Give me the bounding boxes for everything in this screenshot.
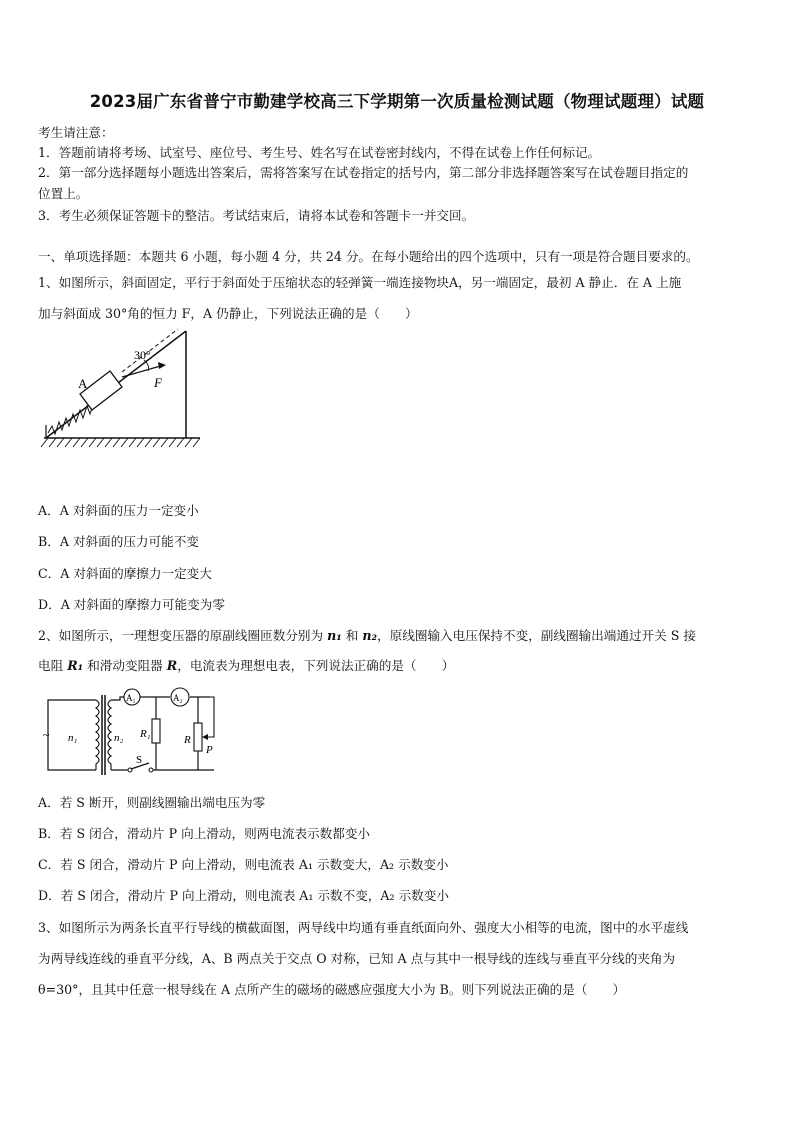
q1-option-d: D．A 对斜面的摩擦力可能变为零 bbox=[38, 597, 225, 612]
r1-symbol: R₁ bbox=[67, 658, 84, 673]
n2-label: n₂ bbox=[114, 732, 124, 744]
page-title: 2023届广东省普宁市勤建学校高三下学期第一次质量检测试题（物理试题理）试题 bbox=[89, 92, 705, 111]
q1-option-c: C．A 对斜面的摩擦力一定变大 bbox=[38, 566, 212, 581]
q2-option-c: C．若 S 闭合，滑动片 P 向上滑动，则电流表 A₁ 示数变大，A₂ 示数变小 bbox=[38, 857, 449, 872]
q2-option-d: D．若 S 闭合，滑动片 P 向上滑动，则电流表 A₁ 示数不变，A₂ 示数变小 bbox=[38, 888, 449, 903]
section-heading: 一、单项选择题：本题共 6 小题，每小题 4 分，共 24 分。在每小题给出的四个选项中，只有一项是符合题目要求的。 bbox=[38, 249, 699, 264]
ac-source-label: ~ bbox=[43, 728, 50, 742]
block-label: A bbox=[78, 376, 88, 391]
q2-option-b: B．若 S 闭合，滑动片 P 向上滑动，则两电流表示数都变小 bbox=[38, 826, 371, 841]
angle-label: 30° bbox=[134, 348, 151, 362]
r-label: R bbox=[184, 734, 191, 746]
q2-option-a: A．若 S 断开，则副线圈输出端电压为零 bbox=[38, 795, 266, 810]
q3-stem-line3: θ=30°，且其中任意一根导线在 A 点所产生的磁场的磁感应强度大小为 B。则下列说法正确的是（ ） bbox=[38, 982, 626, 997]
ammeter-a2-label: A₂ bbox=[173, 693, 183, 703]
n2-symbol: n₂ bbox=[362, 628, 378, 643]
q2-stem-line2 bbox=[38, 655, 454, 674]
notice-item-2-cont: 位置上。 bbox=[38, 186, 89, 201]
switch-s-label: S bbox=[136, 754, 143, 766]
q2-stem-part4: 电阻 bbox=[38, 658, 68, 673]
q1-stem-line1: 1、如图所示，斜面固定，平行于斜面处于压缩状态的轻弹簧一端连接物块A，另一端固定，最初 A 静止．在 A 上施 bbox=[38, 275, 682, 290]
q3-stem-line1: 3、如图所示为两条长直平行导线的横截面图，两导线中均通有垂直纸面向外、强度大小相等的电流，图中的水平虚线 bbox=[38, 920, 689, 935]
q2-stem-part3: ，原线圈输入电压保持不变，副线圈输出端通过开关 S 接 bbox=[377, 628, 696, 643]
q3-stem-line2: 为两导线连线的垂直平分线，A、B 两点关于交点 O 对称，已知 A 点与其中一根导线的连线与垂直平分线的夹角为 bbox=[38, 951, 676, 966]
q2-stem-part5: 和滑动变阻器 bbox=[83, 658, 167, 673]
q2-stem-part6: ，电流表为理想电表，下列说法正确的是（ ） bbox=[177, 658, 455, 673]
q2-circuit-figure bbox=[38, 685, 238, 780]
ammeter-a1-label: A₁ bbox=[126, 693, 136, 703]
force-label: F bbox=[154, 375, 162, 390]
r-symbol: R bbox=[166, 658, 178, 673]
notice-item-2: 2．第一部分选择题每小题选出答案后，需将答案写在试卷指定的括号内，第二部分非选择题答案写在试卷题目指定的 bbox=[38, 165, 689, 180]
n1-label: n₁ bbox=[68, 732, 78, 744]
r1-label: R₁ bbox=[140, 728, 151, 740]
notice-item-3: 3．考生必须保证答题卡的整洁。考试结束后，请将本试卷和答题卡一并交回。 bbox=[38, 208, 475, 223]
notice-item-1: 1．答题前请将考场、试室号、座位号、考生号、姓名写在试卷密封线内，不得在试卷上作任何标记。 bbox=[38, 145, 601, 160]
q1-incline-figure bbox=[38, 325, 218, 470]
slider-p-label: P bbox=[206, 744, 213, 756]
q2-stem-part1: 2、如图所示，一理想变压器的原副线圈匝数分别为 bbox=[38, 628, 328, 643]
q2-stem-part2: 和 bbox=[341, 628, 363, 643]
n1-symbol: n₁ bbox=[327, 628, 342, 643]
notice-heading: 考生请注意： bbox=[38, 125, 114, 140]
q1-stem-line2: 加与斜面成 30°角的恒力 F，A 仍静止，下列说法正确的是（ ） bbox=[38, 306, 418, 321]
q2-stem-line1 bbox=[38, 625, 696, 644]
q1-option-b: B．A 对斜面的压力可能不变 bbox=[38, 534, 199, 549]
q1-option-a: A．A 对斜面的压力一定变小 bbox=[38, 503, 199, 518]
